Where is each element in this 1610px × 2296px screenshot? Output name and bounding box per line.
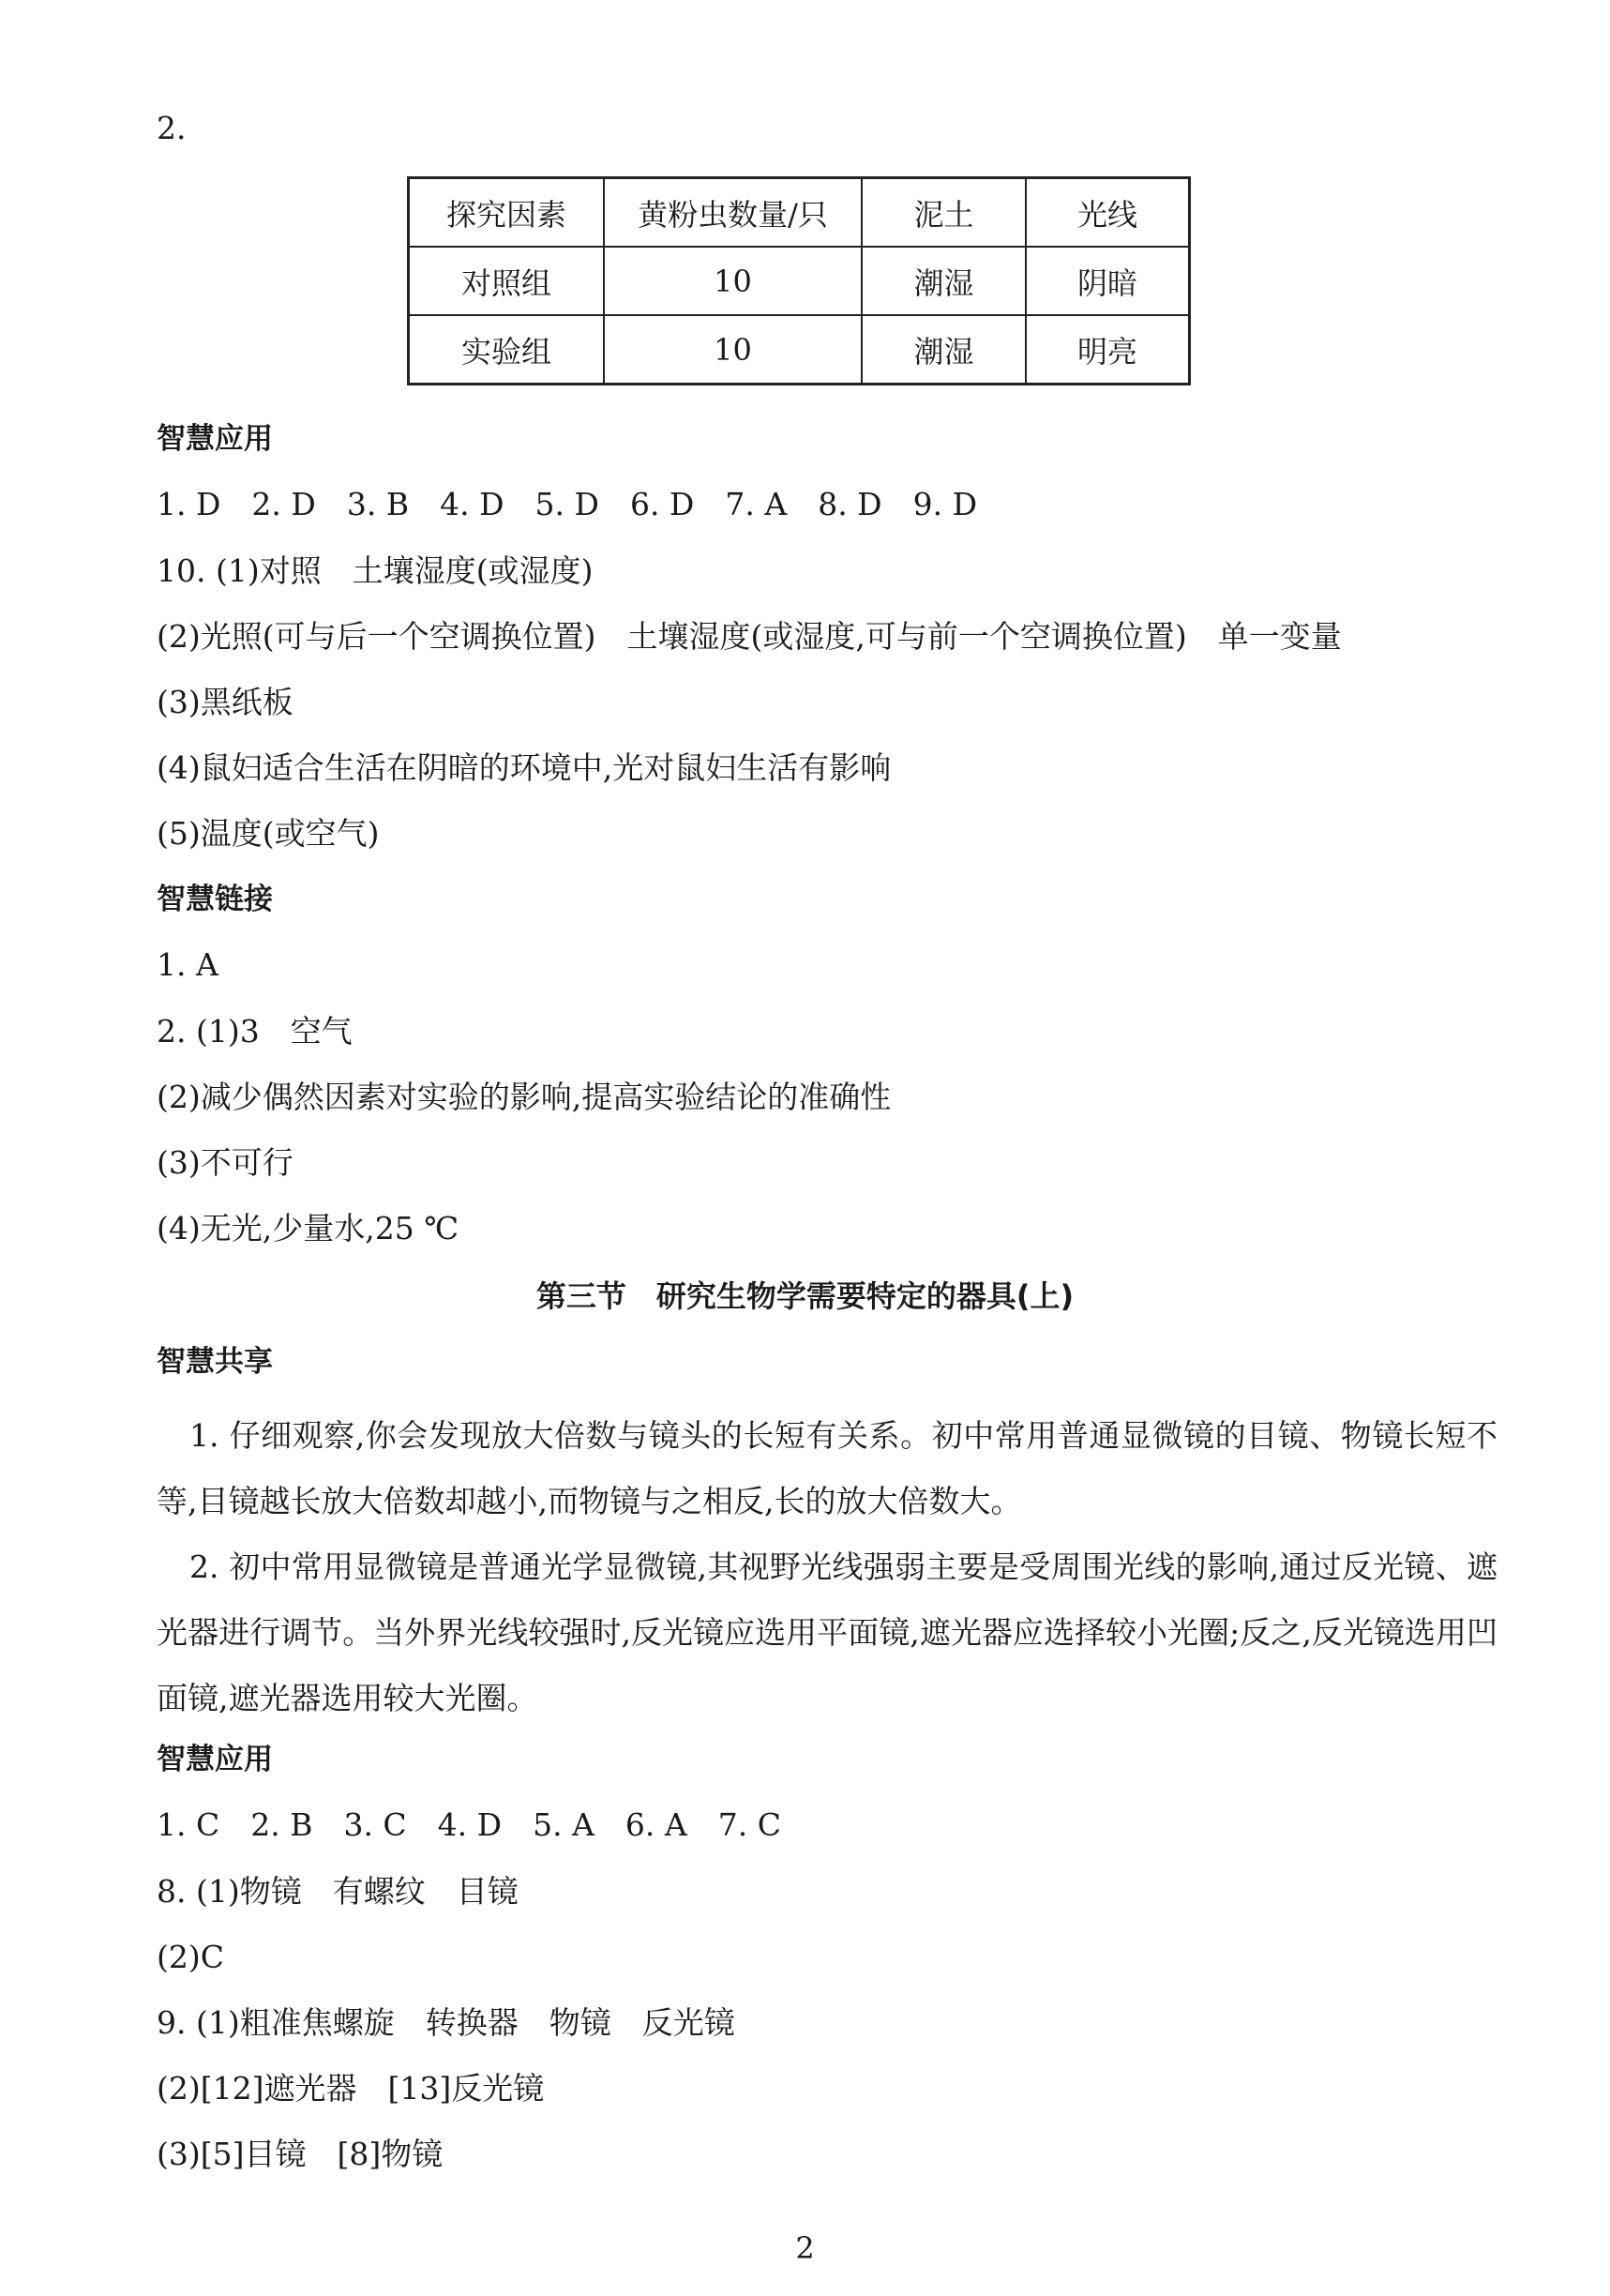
section-heading-link: 智慧链接: [157, 883, 273, 916]
table-cell: 对照组: [409, 247, 605, 315]
answer-line: (3)黑纸板: [157, 684, 293, 720]
table-cell: 阴暗: [1026, 247, 1190, 315]
section-heading-apply: 智慧应用: [157, 422, 273, 456]
table-header-cell: 泥土: [862, 178, 1026, 248]
share-paragraph: 2. 初中常用显微镜是普通光学显微镜,其视野光线强弱主要是受周围光线的影响,通过反光镜、遮光器进行调节。当外界光线较强时,反光镜应选用平面镜,遮光器应选择较小光圈;反之,反光镜选用凹面镜,遮光器选用较大光圈。: [157, 1548, 1497, 1716]
answer-line: (4)鼠妇适合生活在阴暗的环境中,光对鼠妇生活有影响: [157, 749, 892, 786]
answer-line: (2)C: [157, 1939, 224, 1975]
share-paragraph: 1. 仔细观察,你会发现放大倍数与镜头的长短有关系。初中常用普通显微镜的目镜、物镜长短不等,目镜越长放大倍数却越小,而物镜与之相反,长的放大倍数大。: [157, 1417, 1497, 1519]
answer-line: (2)减少偶然因素对实验的影响,提高实验结论的准确性: [157, 1079, 892, 1115]
answer-line: (3)不可行: [157, 1144, 293, 1181]
section-heading-apply-2: 智慧应用: [157, 1743, 273, 1776]
table-cell: 潮湿: [862, 315, 1026, 385]
table-cell: 明亮: [1026, 315, 1190, 385]
section-heading-share: 智慧共享: [157, 1345, 273, 1379]
answer-line: 2. (1)3 空气: [157, 1013, 353, 1050]
answer-line: 8. (1)物镜 有螺纹 目镜: [157, 1873, 519, 1910]
answer-line: 9. (1)粗准焦螺旋 转换器 物镜 反光镜: [157, 2004, 735, 2041]
table-header-cell: 黄粉虫数量/只: [604, 178, 862, 248]
answer-line: 1. A: [157, 946, 218, 983]
answer-line: (2)[12]遮光器 [13]反光镜: [157, 2070, 545, 2107]
answer-line: 10. (1)对照 土壤湿度(或湿度): [157, 552, 594, 589]
answer-line: (2)光照(可与后一个空调换位置) 土壤湿度(或湿度,可与前一个空调换位置) 单一变量: [157, 618, 1342, 655]
page-number: 2: [795, 2230, 815, 2266]
item-label-2: 2.: [157, 110, 187, 146]
table-cell: 潮湿: [862, 247, 1026, 315]
table-cell: 10: [604, 315, 862, 385]
table-row: [409, 315, 1190, 385]
experiment-table: [407, 176, 1191, 385]
table-header-cell: 探究因素: [409, 178, 605, 248]
table-header-row: [409, 178, 1190, 248]
table-cell: 实验组: [409, 315, 605, 385]
table-header-cell: 光线: [1026, 178, 1190, 248]
section-title: 第三节 研究生物学需要特定的器具(上): [535, 1278, 1075, 1314]
answer-line: (3)[5]目镜 [8]物镜: [157, 2136, 444, 2172]
table-row: [409, 247, 1190, 315]
answer-line: 1. C 2. B 3. C 4. D 5. A 6. A 7. C: [157, 1806, 781, 1843]
answer-line: 1. D 2. D 3. B 4. D 5. D 6. D 7. A 8. D 9. D: [157, 486, 978, 522]
answer-line: (5)温度(或空气): [157, 815, 380, 852]
table-cell: 10: [604, 247, 862, 315]
answer-line: (4)无光,少量水,25 ℃: [157, 1210, 459, 1246]
